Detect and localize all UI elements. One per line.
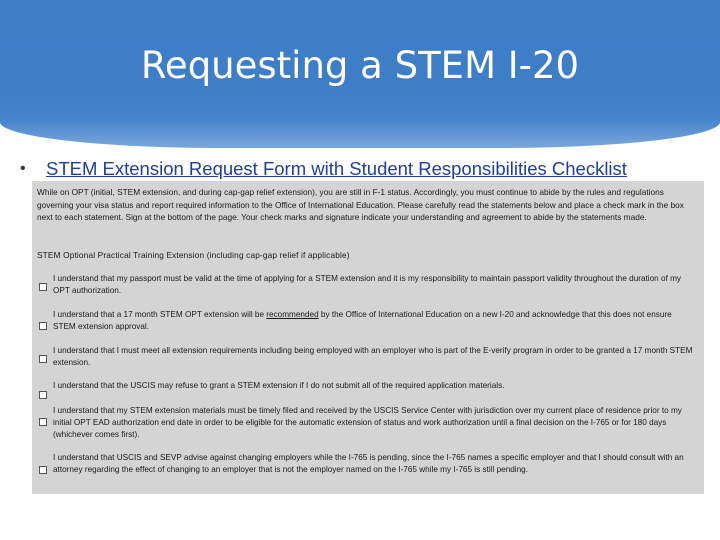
checklist-item [38,345,700,371]
bullet-dot-icon: • [20,160,26,177]
checklist-item-text: I understand that USCIS and SEVP advise against changing employers while the I-765 is pending, since the I-765 names a specific employer and that I should consult with an attorney regarding the effect of changing to an employer that is not the employer named on the I-765 while my I-765 is still pending. [53,453,684,474]
checklist-item [38,273,700,299]
item-text-pre: I understand that a 17 month STEM OPT extension will be [53,310,267,319]
checkbox[interactable] [39,355,47,363]
checkbox[interactable] [39,391,47,399]
item-text-underlined: recommended [266,310,319,319]
item-text-post: by the Office of International Education on a new I-20 and acknowledge that this does not ensure STEM extension approval. [53,310,672,331]
checklist-item-text: I understand that my passport must be valid at the time of applying for a STEM extension and it is my responsibility to maintain passport validity throughout the duration of my OPT authorization. [53,274,682,295]
form-section-title: STEM Optional Practical Training Extension (including cap-gap relief if applicable) [37,250,350,260]
checkbox[interactable] [39,418,47,426]
form-image [32,181,704,494]
checklist-item [38,380,700,404]
checklist-item-text: I understand that I must meet all extension requirements including being employed with an employer who is part of the E-verify program in order to be granted a 17 month STEM extension. [53,346,693,367]
checklist-item-text: I understand that the USCIS may refuse to grant a STEM extension if I do not submit all of the required application materials. [53,381,505,390]
checkbox[interactable] [39,466,47,474]
checkbox[interactable] [39,283,47,291]
slide-title: Requesting a STEM I-20 [140,44,580,87]
checklist-item [38,452,700,490]
checklist-item-text: I understand that my STEM extension materials must be timely filed and received by the USCIS Service Center with jurisdiction over my current place of residence prior to my initial OPT EAD authorization end date in order to be eligible for the automatic extension of status and work authorization until a final decision on the I-765 or for 180 days (whichever comes first). [53,406,682,439]
checklist-item-text [53,309,693,333]
bullet-link[interactable]: STEM Extension Request Form with Student Responsibilities Checklist [46,158,627,179]
checklist-item [38,309,700,335]
banner-highlight [0,118,720,158]
checklist-item [38,405,700,443]
bullet-item [20,157,627,181]
form-intro: While on OPT (initial, STEM extension, and during cap-gap relief extension), you are still in F-1 status. Accordingly, you must continue to abide by the rules and regulations governing your visa status and report required information to the Office of International Education. Please carefully read the statements below and place a check mark in the box next to each statement. Sign at the bottom of the page. Your check marks and signature indicate your understanding and agreement to abide by the statements made. [37,187,684,223]
checkbox[interactable] [39,322,47,330]
